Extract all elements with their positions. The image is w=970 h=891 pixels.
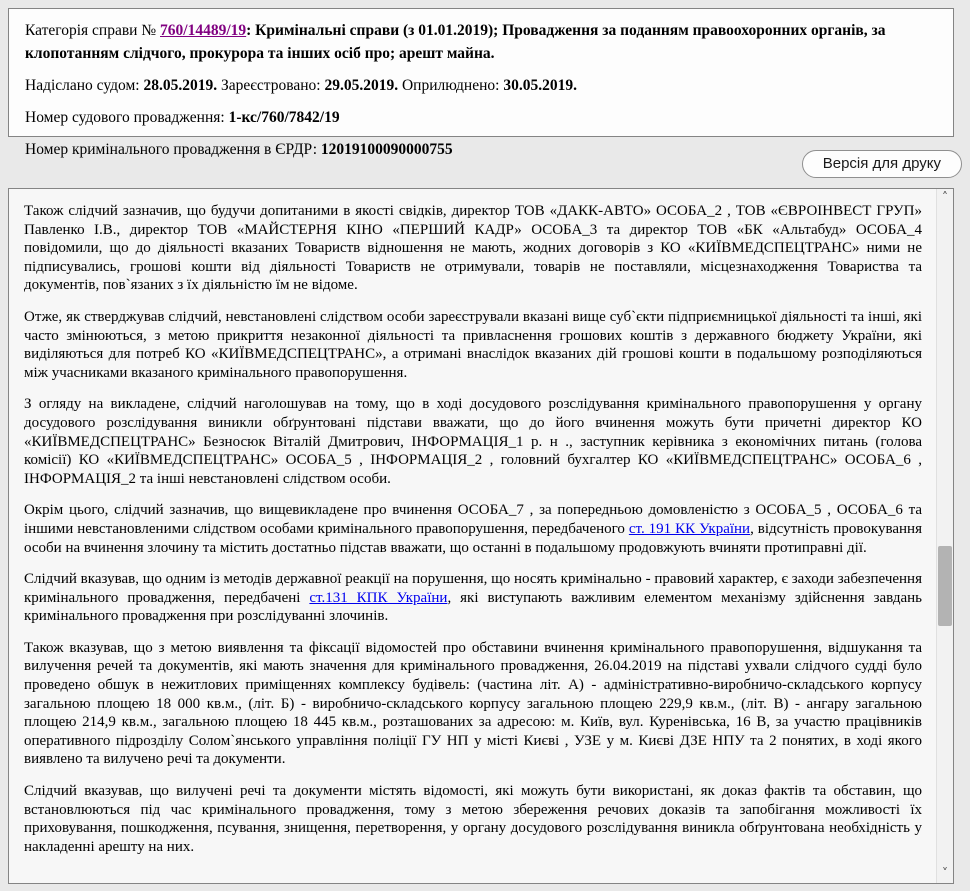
case-number-link[interactable]: 760/14489/19 bbox=[160, 22, 247, 39]
paragraph bbox=[24, 501, 922, 557]
statute-link-kk-191[interactable]: ст. 191 КК України bbox=[628, 520, 751, 537]
published-date: 30.05.2019. bbox=[503, 77, 577, 94]
paragraph: Слідчий вказував, що вилучені речі та документи містять відомості, які можуть бути використані, як доказ фактів та обставин, що встановлюються під час кримінального провадження, тому з метою збереження речових доказів та запобігання можливості їх приховування, пошкодження, псування, знищення, перетворення, у органу досудового розслідування виникла обґрунтована необхідність у накладенні арешту на них. bbox=[24, 783, 922, 855]
erdr-label: Номер кримінального провадження в ЄРДР: bbox=[25, 141, 321, 158]
category-label: Категорія справи № bbox=[25, 22, 161, 39]
court-proceeding-number: 1-кс/760/7842/19 bbox=[228, 109, 340, 126]
erdr-number: 12019100090000755 bbox=[320, 141, 453, 158]
paragraph: З огляду на викладене, слідчий наголошував на тому, що в ході досудового розслідування кримінального правопорушення у органу досудового розслідування виникли обґрунтовані підстави вважати, що до його вчинення можуть бути причетні директор КО «КИЇВМЕДСПЕЦТРАНС» Безносюк Віталій Дмитрович, ІНФОРМАЦІЯ_1 р. н ., заступник керівника з економічних питань (голова комісії) КО «КИЇВМЕДСПЕЦТРАНС» ОСОБА_5 , ІНФОРМАЦІЯ_2 , головний бухгалтер КО «КИЇВМЕДСПЕЦТРАНС» ОСОБА_6 , ІНФОРМАЦІЯ_2 та інші невстановлені слідством особи. bbox=[24, 396, 922, 487]
case-category-line bbox=[25, 19, 939, 65]
toolbar bbox=[802, 150, 962, 180]
paragraph: Отже, як стверджував слідчий, невстановлені слідством особи зареєстрували вказані вище суб`єкти підприємницької діяльності та інші, які часто змінюються, з метою прикриття незаконної діяльності та привласнення грошових коштів з державного бюджету України, які виділяються для потреб КО «КИЇВМЕДСПЕЦТРАНС», а отримані внаслідок вказаних дій грошові кошти в подальшому розподіляються між учасниками вказаного кримінального правопорушення. bbox=[24, 308, 922, 381]
paragraph-text: , відсутність провокування особи на вчинення злочину та містить достатньо підстав вважати, що останні в подальшому продовжують вчиняти протиправні дії. bbox=[24, 520, 922, 556]
scroll-down-icon[interactable]: ˅ bbox=[942, 866, 948, 880]
published-label: Оприлюднено: bbox=[398, 77, 504, 94]
paragraph-text: , які виступають важливим елементом механізму здійснення завдань кримінального провадження при розслідуванні злочинів. bbox=[24, 589, 923, 625]
registered-date: 29.05.2019. bbox=[324, 77, 399, 94]
paragraph: Також слідчий зазначив, що будучи допитаними в якості свідків, директор ТОВ «ДАКК-АВТО» ОСОБА_2 , ТОВ «ЄВРОІНВЕСТ ГРУП» Павленко І.В., директор ТОВ «МАЙСТЕРНЯ КІНО «ПЕРШИЙ КАДР» ОСОБА_3 та директор ТОВ «БК «Альтабуд» ОСОБА_4 повідомили, що до діяльності вказаних Товариств відношення не мають, жодних договорів з КО «КИЇВМЕДСПЕЦТРАНС» ними не підписувались, грошові кошти від діяльності Товариств не отримували, товарів не поставляли, місцезнаходження Товариства та документів, пов`язаних з їх діяльністю їм не відоме. bbox=[24, 203, 922, 294]
decision-text-panel[interactable] bbox=[8, 188, 954, 884]
scroll-up-icon[interactable]: ˄ bbox=[942, 190, 948, 204]
print-version-button[interactable]: Версія для друку bbox=[802, 150, 962, 178]
sent-by-court-date: 28.05.2019. bbox=[143, 77, 218, 94]
paragraph-text: Окрім цього, слідчий зазначив, що вищевикладене про вчинення ОСОБА_7 , за попередньою домовленістю з ОСОБА_5 , ОСОБА_6 та іншими невстановленими слідством особами кримінального правопорушення, передбаченого bbox=[24, 502, 922, 537]
vertical-scrollbar[interactable] bbox=[936, 189, 953, 883]
court-proceeding-line bbox=[25, 106, 939, 129]
statute-link-kpk-131[interactable]: ст.131 КПК України bbox=[309, 589, 448, 606]
sent-by-court-label: Надіслано судом: bbox=[25, 77, 144, 94]
case-header-panel bbox=[8, 8, 954, 158]
paragraph bbox=[24, 570, 922, 626]
court-proceeding-label: Номер судового провадження: bbox=[25, 109, 229, 126]
scrollbar-thumb[interactable] bbox=[938, 546, 952, 626]
paragraph-text: Слідчий вказував, що одним із методів державної реакції на порушення, що носять кримінально - правовий характер, є заходи забезпечення кримінального провадження, передбачені bbox=[24, 571, 922, 606]
dates-line bbox=[25, 74, 939, 97]
paragraph: Також вказував, що з метою виявлення та фіксації відомостей про обставини вчинення кримінального правопорушення, відшукання та вилучення речей та документів, які мають значення для кримінального провадження, 26.04.2019 на підставі ухвали слідчого судді було проведено обшук в нежитлових приміщеннях комплексу будівель: (частина літ. А) - адміністративно-виробничо-складського корпусу загальною площею 18 000 кв.м., (літ. Б) - виробничо-складського корпусу загальною площею 229,9 кв.м., (літ. В) - ангару загальною площею 214,9 кв.м., загальною площею 18 445 кв.м., розташованих за адресою: м. Київ, вул. Куренівська, 16 В, за участю працівників оперативного підрозділу Солом`янського управління поліції ГУ НП у місті Києві , УЗЕ у м. Києві ДЗЕ НПУ та 2 понятих, в ході якого виявлено та вилучено речі та документи. bbox=[24, 639, 922, 768]
registered-label: Зареєстровано: bbox=[217, 77, 325, 94]
decision-text bbox=[9, 189, 936, 883]
category-description: : Кримінальні справи (з 01.01.2019); Провадження за поданням правоохоронних органів, за клопотанням слідчого, прокурора та інших осіб про; арешт майна. bbox=[25, 22, 886, 62]
